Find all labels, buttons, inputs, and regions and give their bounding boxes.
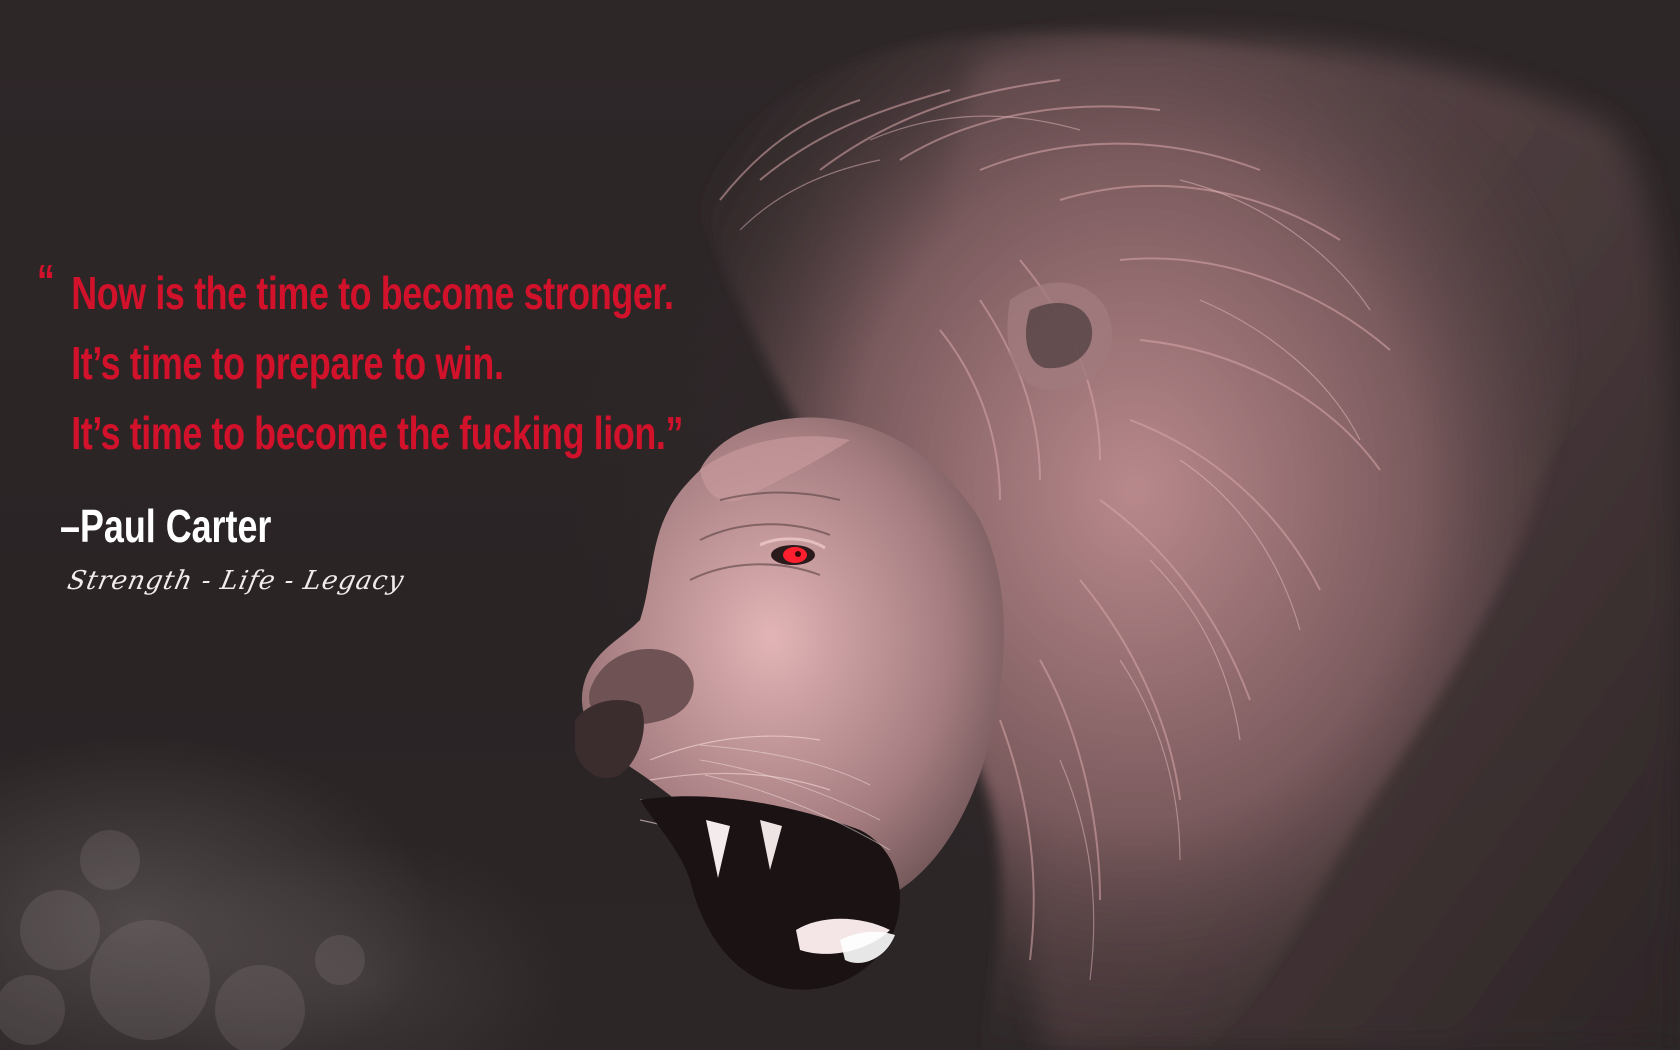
open-quote-mark: “ [36, 255, 55, 307]
quote-block [36, 255, 684, 468]
quote-line: It’s time to become the fucking lion.” [71, 407, 684, 459]
quote-line: It’s time to prepare to win. [71, 337, 504, 389]
quote-line: Now is the time to become stronger. [71, 267, 674, 319]
quote-author: –Paul Carter [60, 500, 272, 552]
tagline: Strength - Life - Legacy [64, 566, 408, 596]
